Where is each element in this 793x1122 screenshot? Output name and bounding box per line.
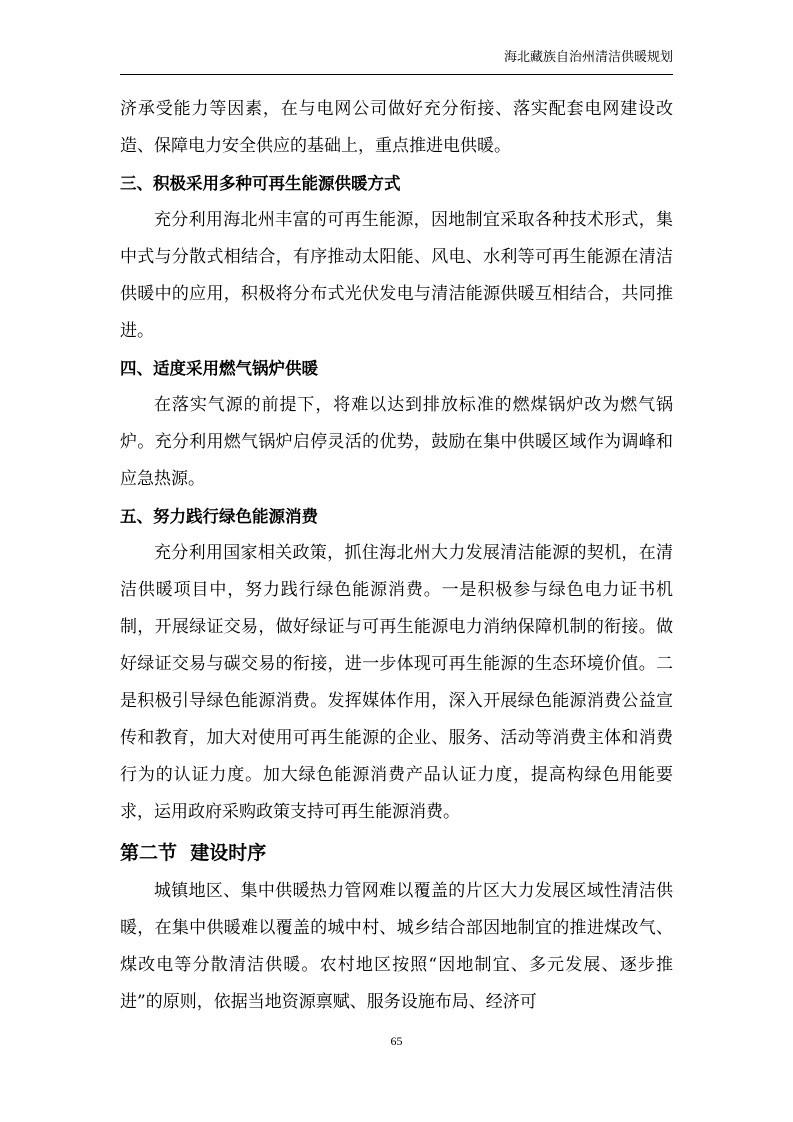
heading-gas-boiler-heating: 四、适度采用燃气锅炉供暖 (120, 359, 318, 378)
header-title: 海北藏族自治州清洁供暖规划 (503, 50, 673, 65)
paragraph-green-energy-consumption: 充分利用国家相关政策，抓住海北州大力发展清洁能源的契机，在清洁供暖项目中，努力践行绿色能源消费。一是积极参与绿色电力证书机制，开展绿证交易，做好绿证与可再生能源电力消纳保障机制的衔接。做好绿证交易与碳交易的衔接，进一步体现可再生能源的生态环境价值。二是积极引导绿色能源消费。发挥媒体作用，深入开展绿色能源消费公益宣传和教育，加大对使用可再生能源的企业、服务、活动等消费主体和消费行为的认证力度。加大绿色能源消费产品认证力度，提高构绿色用能要求，运用政府采购政策支持可再生能源消费。 (120, 543, 673, 822)
page-number: 65 (390, 1034, 403, 1048)
paragraph-renewable-heating: 充分利用海北州丰富的可再生能源，因地制宜采取各种技术形式，集中式与分散式相结合，有序推动太阳能、风电、水利等可再生能源在清洁供暖中的应用，积极将分布式光伏发电与清洁能源供暖互相结合，共同推进。 (120, 210, 673, 341)
paragraph-construction-schedule: 城镇地区、集中供暖热力管网难以覆盖的片区大力发展区域性清洁供暖，在集中供暖难以覆盖的城中村、城乡结合部因地制宜的推进煤改气、煤改电等分散清洁供暖。农村地区按照“因地制宜、多元发展、逐步推进”的原则，依据当地资源禀赋、服务设施布局、经济可 (120, 881, 673, 1012)
page-header (120, 48, 673, 75)
section-heading-construction-schedule: 第二节 建设时序 (120, 842, 267, 864)
paragraph-continued: 济承受能力等因素，在与电网公司做好充分衔接、落实配套电网建设改造、保障电力安全供应的基础上，重点推进电供暖。 (120, 99, 673, 156)
paragraph-gas-boiler-heating: 在落实气源的前提下，将难以达到排放标准的燃煤锅炉改为燃气锅炉。充分利用燃气锅炉启停灵活的优势，鼓励在集中供暖区域作为调峰和应急热源。 (120, 395, 673, 489)
heading-green-energy-consumption: 五、努力践行绿色能源消费 (120, 507, 318, 526)
page-content (120, 91, 673, 1021)
heading-renewable-heating: 三、积极采用多种可再生能源供暖方式 (120, 174, 401, 193)
